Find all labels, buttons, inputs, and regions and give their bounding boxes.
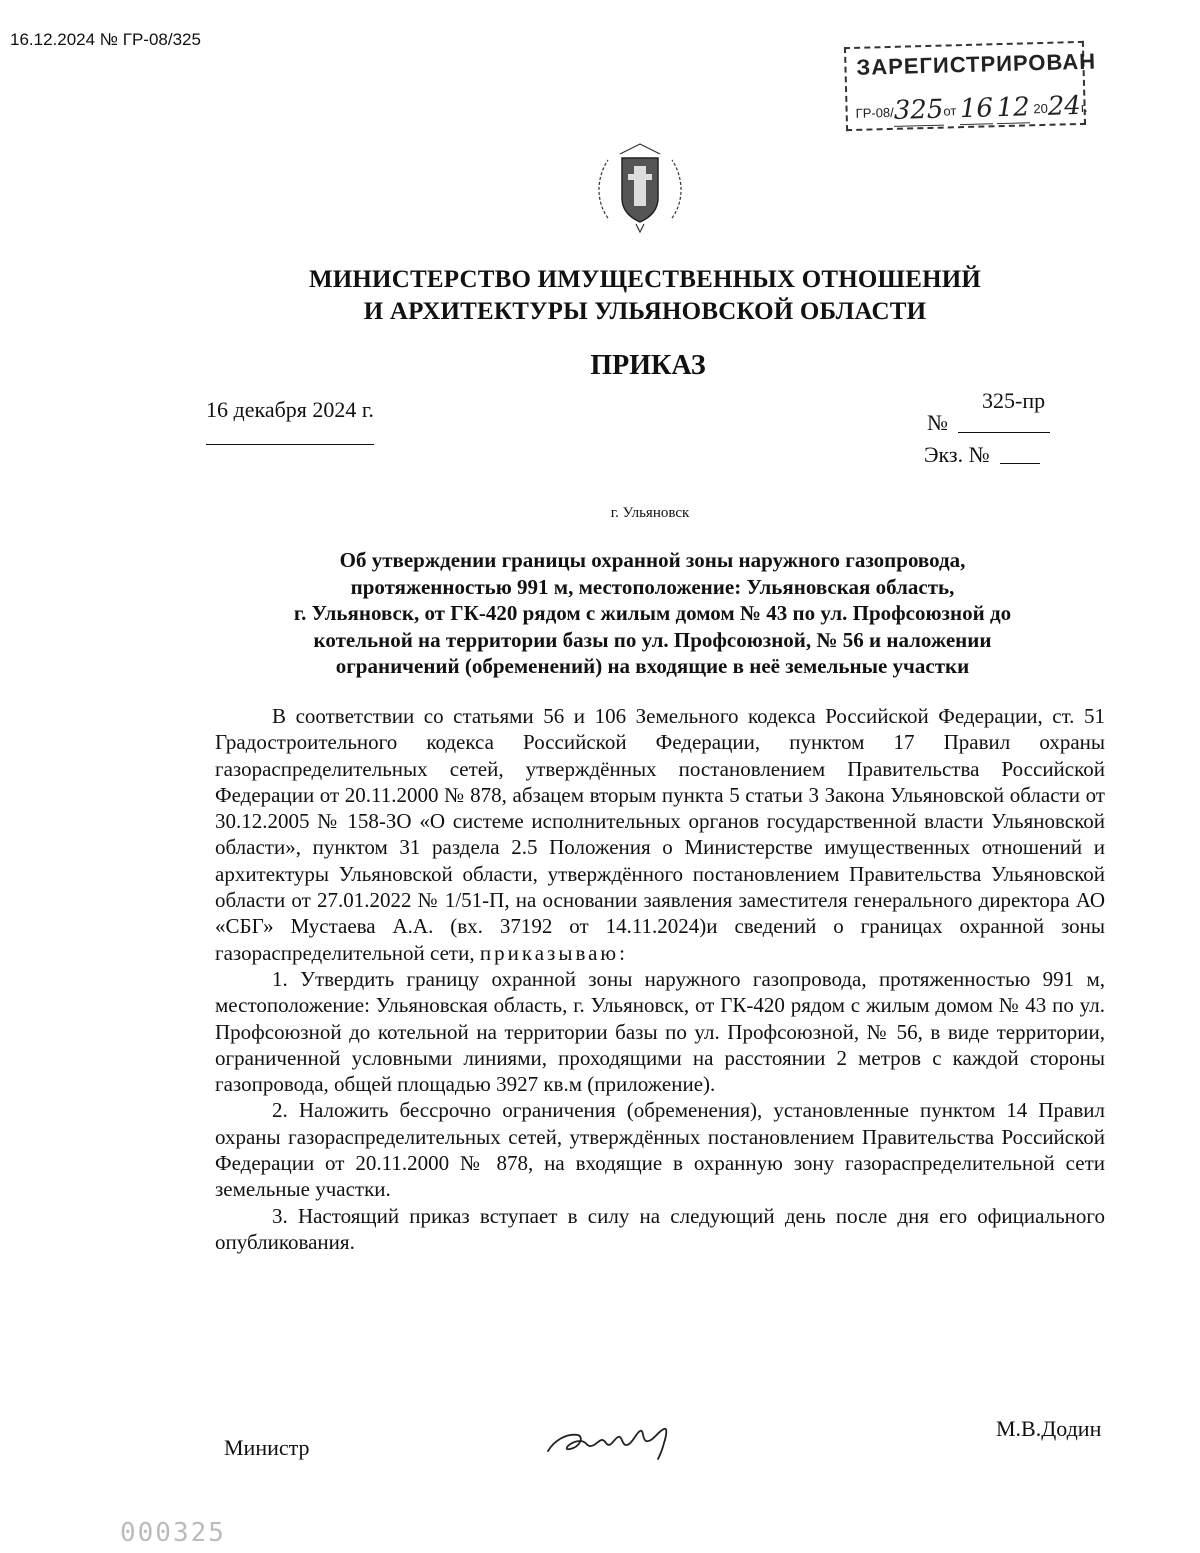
date-underline bbox=[206, 444, 374, 445]
copy-number-underline bbox=[1000, 463, 1040, 464]
copy-number-label: Экз. № bbox=[924, 442, 990, 467]
document-title: ПРИКАЗ bbox=[590, 350, 706, 381]
order-item-2: 2. Наложить бессрочно ограничения (обременения), установленные пунктом 14 Правил охраны газораспределительных сетей, утверждённых постановлением Правительства Российской Федерации от 20.11.2000 № 878, на входящие в охранную зону газораспределительной сети земельные участки. bbox=[215, 1098, 1105, 1202]
signatory-name: М.В.Додин bbox=[996, 1416, 1102, 1441]
stamp-title: ЗАРЕГИСТРИРОВАН bbox=[856, 48, 1097, 80]
ministry-name bbox=[0, 264, 1200, 328]
order-number: 325-пр bbox=[982, 388, 1046, 413]
stamp-year-prefix: 20 bbox=[1033, 100, 1049, 117]
stamp-day: 16 bbox=[959, 93, 994, 125]
stamp-prefix: ГР-08/ bbox=[855, 104, 894, 121]
ministry-line-2: И АРХИТЕКТУРЫ УЛЬЯНОВСКОЙ ОБЛАСТИ bbox=[363, 298, 927, 325]
coat-of-arms-icon bbox=[590, 140, 690, 236]
preamble-paragraph bbox=[215, 703, 1105, 966]
subject-line: протяженностью 991 м, местоположение: Ульяновская область, bbox=[350, 574, 955, 599]
number-underline bbox=[958, 432, 1050, 433]
city: г. Ульяновск bbox=[610, 505, 690, 521]
stamp-from-label: от bbox=[943, 103, 957, 119]
order-body bbox=[215, 703, 1105, 1255]
subject-line: ограничений (обременений) на входящие в неё земельные участки bbox=[335, 654, 970, 678]
order-item-3: 3. Настоящий приказ вступает в силу на следующий день после дня его официального опубликования. bbox=[215, 1203, 1105, 1254]
stamp-year-mark: г. bbox=[1080, 99, 1088, 115]
stamp-reg-number: 325 bbox=[893, 94, 944, 126]
ministry-line-1: МИНИСТЕРСТВО ИМУЩЕСТВЕННЫХ ОТНОШЕНИЙ bbox=[308, 266, 982, 293]
stamp-month: 12 bbox=[996, 92, 1031, 124]
signatory-role: Министр bbox=[224, 1435, 310, 1460]
document-registration-code: 16.12.2024 № ГР-08/325 bbox=[10, 30, 201, 49]
number-label: № bbox=[927, 410, 948, 435]
order-subject bbox=[200, 547, 1105, 680]
order-date: 16 декабря 2024 г. bbox=[206, 397, 374, 422]
registration-stamp bbox=[844, 41, 1097, 131]
handwritten-signature bbox=[540, 1415, 690, 1465]
stamp-line bbox=[855, 89, 1088, 126]
stamp-year-suffix: 24 bbox=[1047, 90, 1082, 122]
preamble-text: В соответствии со статьями 56 и 106 Земельного кодекса Российской Федерации, ст. 51 Градостроительного кодекса Российской Федерации, пунктом 17 Правил охраны газораспределительных сетей, утверждённых постановлением Правительства Российской Федерации от 20.11.2000 № 878, абзацем вторым пункта 5 статьи 3 Закона Ульяновской области от 30.12.2005 № 158-ЗО «О системе исполнительных органов государственной власти Ульяновской области», пунктом 31 раздела 2.5 Положения о Министерстве имущественных отношений и архитектуры Ульяновской области, утверждённого постановлением Правительства Ульяновской области от 27.01.2022 № 1/51-П, на основании заявления заместителя генерального директора АО «СБГ» Мустаева А.А. (вх. 37192 от 14.11.2024)и сведений о границах охранной зоны газораспределительной сети, bbox=[215, 704, 1105, 965]
order-word: приказываю: bbox=[479, 940, 628, 965]
subject-line: котельной на территории базы по ул. Профсоюзной, № 56 и наложении bbox=[313, 627, 992, 652]
order-item-1: 1. Утвердить границу охранной зоны наружного газопровода, протяженностью 991 м, местоположение: Ульяновская область, г. Ульяновск, от ГК-420 рядом с жилым домом № 43 по ул. Профсоюзной до котельной на территории базы по ул. Профсоюзной, № 56, в виде территории, ограниченной условными линиями, проходящими на расстоянии 2 метров с каждой стороны газопровода, общей площадью 3927 кв.м (приложение). bbox=[215, 966, 1105, 1097]
subject-line: г. Ульяновск, от ГК-420 рядом с жилым домом № 43 по ул. Профсоюзной до bbox=[293, 601, 1012, 625]
footer-serial-number: 000325 bbox=[120, 1518, 226, 1548]
subject-line: Об утверждении границы охранной зоны наружного газопровода, bbox=[339, 548, 966, 572]
